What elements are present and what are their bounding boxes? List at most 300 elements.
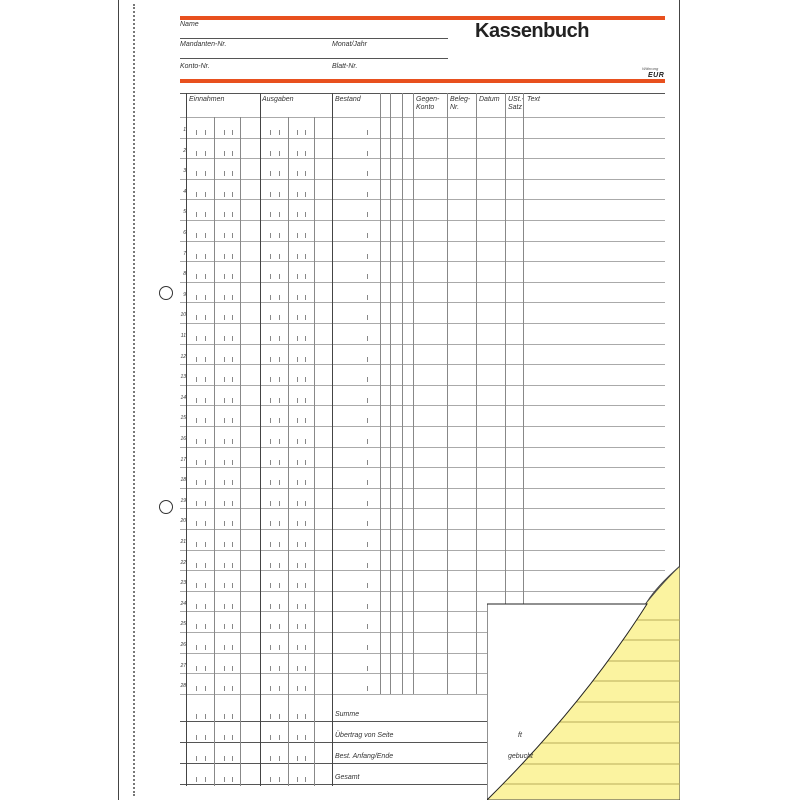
digit-tick bbox=[232, 398, 233, 403]
digit-tick bbox=[279, 398, 280, 403]
digit-tick bbox=[367, 501, 368, 506]
digit-tick bbox=[297, 418, 298, 423]
digit-tick bbox=[224, 645, 225, 650]
digit-tick bbox=[196, 192, 197, 197]
digit-tick bbox=[305, 714, 306, 719]
digit-tick bbox=[224, 274, 225, 279]
digit-tick bbox=[270, 735, 271, 740]
digit-tick bbox=[270, 192, 271, 197]
column-divider bbox=[476, 93, 477, 694]
digit-tick bbox=[367, 377, 368, 382]
blatt-nr-label: Blatt-Nr. bbox=[332, 63, 358, 70]
col-satz: Satz bbox=[508, 104, 523, 111]
digit-tick bbox=[205, 666, 206, 671]
digit-tick bbox=[270, 645, 271, 650]
col-gegen: Gegen- bbox=[416, 96, 440, 103]
digit-tick bbox=[270, 563, 271, 568]
digit-tick bbox=[196, 254, 197, 259]
digit-tick bbox=[232, 624, 233, 629]
digit-tick bbox=[297, 521, 298, 526]
digit-tick bbox=[224, 604, 225, 609]
digit-tick bbox=[270, 521, 271, 526]
sub-divider bbox=[214, 117, 215, 786]
digit-tick bbox=[367, 666, 368, 671]
digit-tick bbox=[297, 563, 298, 568]
digit-tick bbox=[297, 315, 298, 320]
digit-tick bbox=[367, 357, 368, 362]
digit-tick bbox=[305, 233, 306, 238]
punch-hole-top bbox=[159, 286, 173, 300]
row-number: 12 bbox=[180, 354, 186, 360]
waehrung-label: Währung bbox=[642, 66, 659, 71]
col-bestand: Bestand bbox=[335, 96, 361, 103]
digit-tick bbox=[232, 735, 233, 740]
digit-tick bbox=[196, 151, 197, 156]
digit-tick bbox=[297, 130, 298, 135]
digit-tick bbox=[279, 233, 280, 238]
row-line bbox=[180, 426, 665, 427]
digit-tick bbox=[305, 521, 306, 526]
row-line bbox=[180, 220, 665, 221]
digit-tick bbox=[205, 583, 206, 588]
digit-tick bbox=[196, 624, 197, 629]
digit-tick bbox=[232, 521, 233, 526]
digit-tick bbox=[205, 714, 206, 719]
mandanten-line bbox=[180, 58, 448, 59]
digit-tick bbox=[367, 418, 368, 423]
digit-tick bbox=[196, 756, 197, 761]
digit-tick bbox=[205, 480, 206, 485]
digit-tick bbox=[205, 645, 206, 650]
digit-tick bbox=[232, 274, 233, 279]
digit-tick bbox=[305, 460, 306, 465]
name-line bbox=[180, 38, 448, 39]
digit-tick bbox=[196, 439, 197, 444]
digit-tick bbox=[224, 583, 225, 588]
digit-tick bbox=[367, 583, 368, 588]
monat-jahr-label: Monat/Jahr bbox=[332, 41, 368, 48]
digit-tick bbox=[367, 254, 368, 259]
digit-tick bbox=[270, 686, 271, 691]
digit-tick bbox=[279, 542, 280, 547]
column-divider bbox=[186, 93, 187, 786]
row-line bbox=[180, 385, 665, 386]
row-line bbox=[180, 405, 665, 406]
digit-tick bbox=[224, 418, 225, 423]
col-beleg: Beleg- bbox=[450, 96, 471, 103]
digit-tick bbox=[232, 501, 233, 506]
row-number: 11 bbox=[180, 333, 186, 339]
digit-tick bbox=[297, 666, 298, 671]
digit-tick bbox=[270, 212, 271, 217]
digit-tick bbox=[232, 130, 233, 135]
row-number: 18 bbox=[180, 477, 186, 483]
name-label: Name bbox=[180, 21, 199, 28]
digit-tick bbox=[279, 439, 280, 444]
digit-tick bbox=[224, 295, 225, 300]
digit-tick bbox=[270, 315, 271, 320]
digit-tick bbox=[305, 666, 306, 671]
digit-tick bbox=[224, 542, 225, 547]
digit-tick bbox=[270, 274, 271, 279]
digit-tick bbox=[224, 735, 225, 740]
row-line bbox=[180, 199, 665, 200]
konto-nr-label: Konto-Nr. bbox=[180, 63, 210, 70]
digit-tick bbox=[297, 604, 298, 609]
digit-tick bbox=[367, 542, 368, 547]
digit-tick bbox=[305, 542, 306, 547]
digit-tick bbox=[205, 542, 206, 547]
digit-tick bbox=[367, 398, 368, 403]
digit-tick bbox=[297, 624, 298, 629]
digit-tick bbox=[279, 377, 280, 382]
digit-tick bbox=[270, 377, 271, 382]
digit-tick bbox=[205, 357, 206, 362]
row-line bbox=[180, 529, 665, 530]
digit-tick bbox=[270, 439, 271, 444]
digit-tick bbox=[196, 295, 197, 300]
row-number: 5 bbox=[183, 209, 186, 215]
digit-tick bbox=[232, 604, 233, 609]
header-rule-bottom bbox=[180, 79, 665, 83]
digit-tick bbox=[305, 315, 306, 320]
digit-tick bbox=[279, 645, 280, 650]
col-einnahmen: Einnahmen bbox=[189, 96, 225, 103]
digit-tick bbox=[232, 418, 233, 423]
digit-tick bbox=[224, 212, 225, 217]
digit-tick bbox=[224, 563, 225, 568]
digit-tick bbox=[367, 460, 368, 465]
digit-tick bbox=[279, 418, 280, 423]
digit-tick bbox=[205, 460, 206, 465]
column-divider bbox=[332, 93, 333, 786]
digit-tick bbox=[305, 418, 306, 423]
carbon-copy-curl bbox=[487, 566, 680, 800]
digit-tick bbox=[196, 274, 197, 279]
digit-tick bbox=[196, 315, 197, 320]
digit-tick bbox=[305, 336, 306, 341]
row-number: 26 bbox=[180, 642, 186, 648]
digit-tick bbox=[270, 756, 271, 761]
digit-tick bbox=[224, 756, 225, 761]
row-number: 20 bbox=[180, 518, 186, 524]
digit-tick bbox=[196, 377, 197, 382]
row-number: 19 bbox=[180, 498, 186, 504]
row-number: 7 bbox=[183, 251, 186, 257]
digit-tick bbox=[224, 666, 225, 671]
digit-tick bbox=[205, 192, 206, 197]
digit-tick bbox=[305, 254, 306, 259]
row-number: 23 bbox=[180, 580, 186, 586]
digit-tick bbox=[232, 480, 233, 485]
digit-tick bbox=[297, 295, 298, 300]
digit-tick bbox=[305, 212, 306, 217]
digit-tick bbox=[270, 777, 271, 782]
digit-tick bbox=[205, 336, 206, 341]
digit-tick bbox=[232, 645, 233, 650]
copy-gebucht-label: gebucht bbox=[508, 753, 533, 760]
digit-tick bbox=[196, 336, 197, 341]
row-number: 27 bbox=[180, 663, 186, 669]
digit-tick bbox=[224, 151, 225, 156]
digit-tick bbox=[305, 735, 306, 740]
digit-tick bbox=[297, 398, 298, 403]
digit-tick bbox=[224, 521, 225, 526]
digit-tick bbox=[232, 171, 233, 176]
digit-tick bbox=[270, 336, 271, 341]
digit-tick bbox=[279, 295, 280, 300]
digit-tick bbox=[297, 377, 298, 382]
digit-tick bbox=[297, 151, 298, 156]
digit-tick bbox=[367, 295, 368, 300]
digit-tick bbox=[270, 714, 271, 719]
digit-tick bbox=[232, 542, 233, 547]
digit-tick bbox=[196, 714, 197, 719]
digit-tick bbox=[305, 756, 306, 761]
digit-tick bbox=[270, 254, 271, 259]
digit-tick bbox=[205, 686, 206, 691]
row-number: 14 bbox=[180, 395, 186, 401]
row-number: 17 bbox=[180, 457, 186, 463]
digit-tick bbox=[232, 192, 233, 197]
digit-tick bbox=[205, 398, 206, 403]
digit-tick bbox=[224, 336, 225, 341]
digit-tick bbox=[196, 357, 197, 362]
digit-tick bbox=[224, 501, 225, 506]
row-number: 22 bbox=[180, 560, 186, 566]
digit-tick bbox=[297, 439, 298, 444]
digit-tick bbox=[279, 714, 280, 719]
digit-tick bbox=[270, 624, 271, 629]
digit-tick bbox=[196, 233, 197, 238]
digit-tick bbox=[224, 624, 225, 629]
digit-tick bbox=[297, 460, 298, 465]
digit-tick bbox=[305, 439, 306, 444]
digit-tick bbox=[232, 714, 233, 719]
row-line bbox=[180, 508, 665, 509]
row-line bbox=[180, 158, 665, 159]
digit-tick bbox=[279, 521, 280, 526]
digit-tick bbox=[305, 645, 306, 650]
digit-tick bbox=[367, 192, 368, 197]
row-number: 13 bbox=[180, 374, 186, 380]
uebertrag-label: Übertrag von Seite bbox=[335, 732, 394, 739]
digit-tick bbox=[205, 418, 206, 423]
digit-tick bbox=[205, 756, 206, 761]
digit-tick bbox=[205, 274, 206, 279]
digit-tick bbox=[367, 624, 368, 629]
col-datum: Datum bbox=[479, 96, 500, 103]
digit-tick bbox=[196, 583, 197, 588]
digit-tick bbox=[297, 336, 298, 341]
digit-tick bbox=[196, 735, 197, 740]
digit-tick bbox=[270, 233, 271, 238]
digit-tick bbox=[367, 439, 368, 444]
digit-tick bbox=[279, 756, 280, 761]
digit-tick bbox=[297, 501, 298, 506]
digit-tick bbox=[232, 315, 233, 320]
copy-ft-label: ft bbox=[518, 732, 522, 739]
digit-tick bbox=[305, 295, 306, 300]
digit-tick bbox=[232, 212, 233, 217]
digit-tick bbox=[224, 460, 225, 465]
digit-tick bbox=[196, 521, 197, 526]
digit-tick bbox=[224, 315, 225, 320]
row-number: 2 bbox=[183, 148, 186, 154]
digit-tick bbox=[196, 212, 197, 217]
digit-tick bbox=[279, 460, 280, 465]
digit-tick bbox=[205, 501, 206, 506]
digit-tick bbox=[196, 777, 197, 782]
sub-divider bbox=[314, 117, 315, 786]
digit-tick bbox=[232, 377, 233, 382]
digit-tick bbox=[297, 171, 298, 176]
digit-tick bbox=[205, 212, 206, 217]
digit-tick bbox=[279, 777, 280, 782]
row-line bbox=[180, 117, 665, 118]
digit-tick bbox=[305, 480, 306, 485]
digit-tick bbox=[224, 254, 225, 259]
row-number: 6 bbox=[183, 230, 186, 236]
digit-tick bbox=[196, 501, 197, 506]
digit-tick bbox=[205, 521, 206, 526]
digit-tick bbox=[279, 735, 280, 740]
digit-tick bbox=[205, 295, 206, 300]
digit-tick bbox=[279, 563, 280, 568]
digit-tick bbox=[305, 501, 306, 506]
digit-tick bbox=[305, 192, 306, 197]
digit-tick bbox=[232, 563, 233, 568]
digit-tick bbox=[297, 212, 298, 217]
digit-tick bbox=[270, 460, 271, 465]
digit-tick bbox=[196, 130, 197, 135]
currency-label: EUR bbox=[648, 72, 665, 79]
digit-tick bbox=[270, 666, 271, 671]
digit-tick bbox=[279, 254, 280, 259]
digit-tick bbox=[297, 357, 298, 362]
digit-tick bbox=[279, 212, 280, 217]
digit-tick bbox=[367, 604, 368, 609]
digit-tick bbox=[224, 398, 225, 403]
digit-tick bbox=[279, 480, 280, 485]
digit-tick bbox=[367, 233, 368, 238]
digit-tick bbox=[279, 624, 280, 629]
row-line bbox=[180, 282, 665, 283]
digit-tick bbox=[232, 666, 233, 671]
digit-tick bbox=[270, 398, 271, 403]
digit-tick bbox=[196, 666, 197, 671]
digit-tick bbox=[297, 480, 298, 485]
digit-tick bbox=[232, 686, 233, 691]
digit-tick bbox=[305, 151, 306, 156]
row-line bbox=[180, 261, 665, 262]
digit-tick bbox=[270, 542, 271, 547]
row-line bbox=[180, 241, 665, 242]
digit-tick bbox=[232, 756, 233, 761]
digit-tick bbox=[297, 714, 298, 719]
row-line bbox=[180, 550, 665, 551]
digit-tick bbox=[305, 777, 306, 782]
digit-tick bbox=[196, 460, 197, 465]
digit-tick bbox=[196, 398, 197, 403]
digit-tick bbox=[224, 686, 225, 691]
digit-tick bbox=[224, 777, 225, 782]
column-divider bbox=[390, 93, 391, 694]
digit-tick bbox=[279, 666, 280, 671]
row-number: 4 bbox=[183, 189, 186, 195]
digit-tick bbox=[224, 357, 225, 362]
digit-tick bbox=[279, 192, 280, 197]
digit-tick bbox=[196, 480, 197, 485]
sub-divider bbox=[288, 117, 289, 786]
digit-tick bbox=[224, 377, 225, 382]
digit-tick bbox=[224, 171, 225, 176]
digit-tick bbox=[279, 583, 280, 588]
digit-tick bbox=[205, 735, 206, 740]
digit-tick bbox=[270, 151, 271, 156]
digit-tick bbox=[279, 274, 280, 279]
digit-tick bbox=[270, 604, 271, 609]
digit-tick bbox=[305, 377, 306, 382]
digit-tick bbox=[270, 583, 271, 588]
row-line bbox=[180, 344, 665, 345]
digit-tick bbox=[232, 295, 233, 300]
digit-tick bbox=[305, 130, 306, 135]
digit-tick bbox=[224, 192, 225, 197]
digit-tick bbox=[305, 686, 306, 691]
row-line bbox=[180, 138, 665, 139]
digit-tick bbox=[367, 521, 368, 526]
digit-tick bbox=[305, 398, 306, 403]
digit-tick bbox=[279, 604, 280, 609]
digit-tick bbox=[297, 645, 298, 650]
digit-tick bbox=[205, 315, 206, 320]
digit-tick bbox=[279, 151, 280, 156]
digit-tick bbox=[224, 130, 225, 135]
digit-tick bbox=[297, 686, 298, 691]
digit-tick bbox=[232, 777, 233, 782]
column-divider bbox=[413, 93, 414, 694]
table-top-rule bbox=[180, 93, 665, 94]
digit-tick bbox=[305, 583, 306, 588]
digit-tick bbox=[270, 295, 271, 300]
row-line bbox=[180, 302, 665, 303]
row-number: 10 bbox=[180, 312, 186, 318]
digit-tick bbox=[297, 254, 298, 259]
digit-tick bbox=[270, 357, 271, 362]
digit-tick bbox=[270, 480, 271, 485]
digit-tick bbox=[205, 151, 206, 156]
digit-tick bbox=[279, 171, 280, 176]
perforation-line bbox=[133, 4, 135, 796]
column-divider bbox=[380, 93, 381, 694]
row-line bbox=[180, 323, 665, 324]
summe-label: Summe bbox=[335, 711, 360, 718]
digit-tick bbox=[224, 714, 225, 719]
form-title: Kassenbuch bbox=[475, 20, 589, 42]
row-line bbox=[180, 364, 665, 365]
digit-tick bbox=[279, 315, 280, 320]
digit-tick bbox=[297, 192, 298, 197]
row-number: 16 bbox=[180, 436, 186, 442]
digit-tick bbox=[205, 624, 206, 629]
row-number: 1 bbox=[183, 127, 186, 133]
digit-tick bbox=[196, 171, 197, 176]
digit-tick bbox=[232, 233, 233, 238]
digit-tick bbox=[279, 130, 280, 135]
digit-tick bbox=[270, 171, 271, 176]
row-line bbox=[180, 447, 665, 448]
